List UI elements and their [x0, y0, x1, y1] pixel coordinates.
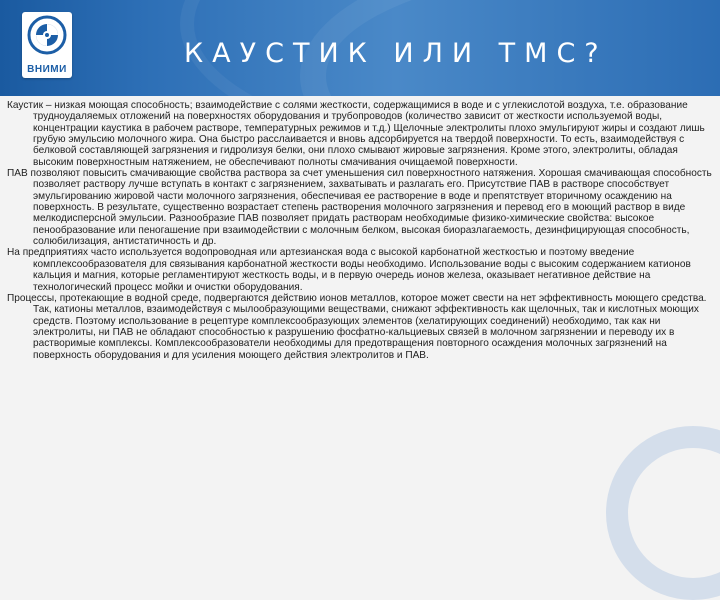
paragraph-complexing-agents: Процессы, протекающие в водной среде, подвергаются действию ионов металлов, которое может свести на нет эффективность моющего средства. Так, катионы металлов, взаимодействуя с мылообразующими веществами, снижают эффективность как щелочных, так и кислотных моющих средств. Поэтому использование в рецептуре комплексообразующих элементов (хелатирующих соединений) необходимо, так как ни электролиты, ни ПАВ не обладают способностью к разрушению фосфатно-кальциевых связей в молочном загрязнении и переводу их в растворимые комплексы. Комплексообразователи необходимы для предотвращения повторного осаждения молочных загрязнений на поверхность оборудования и для усиления моющего действия электролитов и ПАВ. — [7, 292, 707, 361]
body-text — [0, 100, 719, 361]
header-banner — [0, 0, 720, 96]
paragraph-water-hardness: На предприятиях часто используется водопроводная или артезианская вода с высокой карбонатной жесткостью и поэтому введение комплексообразователя для связывания карбонатной жесткости воды необходимо. Использование воды с высоким содержанием катионов кальция и магния, которые регламентируют жесткость воды, и в первую очередь ионов железа, оказывает негативное действие на технологический процесс мойки и очистки оборудования. — [7, 247, 691, 293]
logo-emblem-icon — [27, 15, 67, 59]
page-title: КАУСТИК ИЛИ ТМС? — [184, 38, 608, 69]
paragraph-caustic: Каустик – низкая моющая способность; взаимодействие с солями жесткости, содержащимися в воде и с углекислотой воздуха, т.е. образование трудноудаляемых отложений на поверхностях оборудования и трубопроводов (количество зависит от жесткости используемой воды, концентрации каустика в рабочем растворе, температурных режимов и т.д.) Щелочные электролиты плохо эмульгируют жиры и создают лишь грубую эмульсию молочного жира. Она быстро расслаивается и вновь адсорбируется на твердой поверхности. То есть, взаимодействуя с белковой составляющей загрязнения и гидролизуя белки, они плохо смывают жировые загрязнения. Кроме этого, электролиты, обладая высоким поверхностным натяжением, не обеспечивают полноты смачивания очищаемой поверхности. — [7, 100, 705, 168]
logo-text: ВНИМИ — [27, 64, 67, 75]
corner-decoration — [606, 426, 720, 600]
logo — [22, 12, 72, 78]
paragraph-surfactants: ПАВ позволяют повысить смачивающие свойства раствора за счет уменьшения сил поверхностного натяжения. Хорошая смачивающая способность позволяет раствору лучше вступать в контакт с загрязнением, захватывать и разлагать его. Присутствие ПАВ в растворе способствует эмульгированию жировой части молочного загрязнения, обеспечивая ее растворение в воде и препятствует вторичному осаждению на поверхность. В результате, существенно возрастает степень растворения молочного загрязнения и перевод его в моющий раствор в виде мелкодисперсной эмульсии. Разнообразие ПАВ позволяет придать растворам необходимые физико-химические свойства: высокое пенообразование или пеногашение при взаимодействии с молочным белком, высокая биоразлагаемость, дезинфицирующая способность, солюбилизация, антистатичность и др. — [7, 168, 712, 248]
